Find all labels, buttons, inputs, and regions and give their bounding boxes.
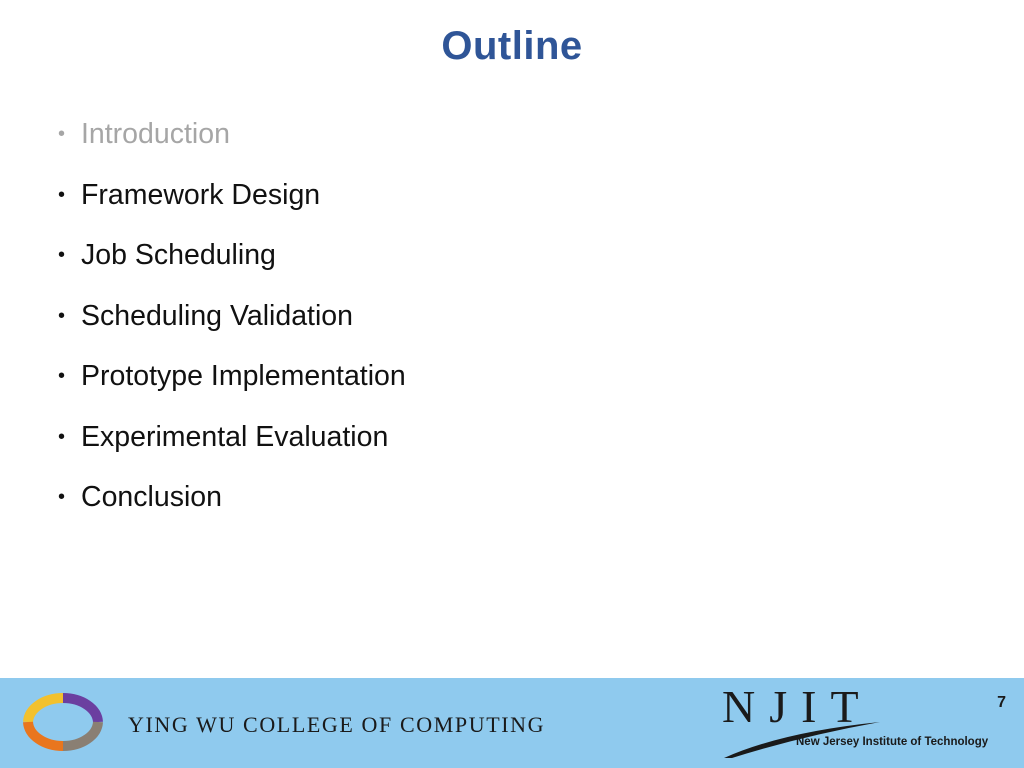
college-name: YING WU COLLEGE OF COMPUTING (128, 712, 546, 737)
ring-segment-yellow (28, 698, 63, 722)
outline-item-label: Job Scheduling (81, 239, 276, 272)
outline-item-introduction (58, 104, 406, 165)
college-ring-logo-icon (22, 692, 104, 752)
bullet-icon: • (58, 304, 66, 327)
bullet-icon: • (58, 486, 66, 509)
njit-logo-wordmark: NJIT (722, 681, 873, 732)
footer-banner (0, 678, 1024, 768)
outline-item-job-scheduling (58, 225, 406, 286)
njit-full-name: New Jersey Institute of Technology (796, 736, 989, 748)
outline-item-label: Experimental Evaluation (81, 420, 389, 453)
bullet-icon: • (58, 244, 66, 267)
ring-segment-purple (63, 698, 98, 722)
outline-item-label: Prototype Implementation (81, 360, 406, 393)
outline-item-framework-design (58, 165, 406, 226)
outline-item-label: Conclusion (81, 481, 222, 514)
page-number: 7 (997, 694, 1006, 711)
outline-item-experimental-evaluation (58, 407, 406, 468)
slide-title: Outline (441, 24, 583, 68)
ring-segment-gray (63, 722, 98, 746)
outline-item-conclusion (58, 467, 406, 528)
bullet-icon: • (58, 365, 66, 388)
ring-segment-orange (28, 722, 63, 746)
outline-item-label: Scheduling Validation (81, 299, 354, 332)
outline-list (58, 104, 406, 528)
bullet-icon: • (58, 425, 66, 448)
outline-item-scheduling-validation (58, 286, 406, 347)
outline-item-label: Framework Design (81, 178, 321, 211)
outline-item-prototype-implementation (58, 346, 406, 407)
bullet-icon: • (58, 183, 66, 206)
bullet-icon: • (58, 123, 66, 146)
outline-item-label: Introduction (81, 118, 230, 151)
